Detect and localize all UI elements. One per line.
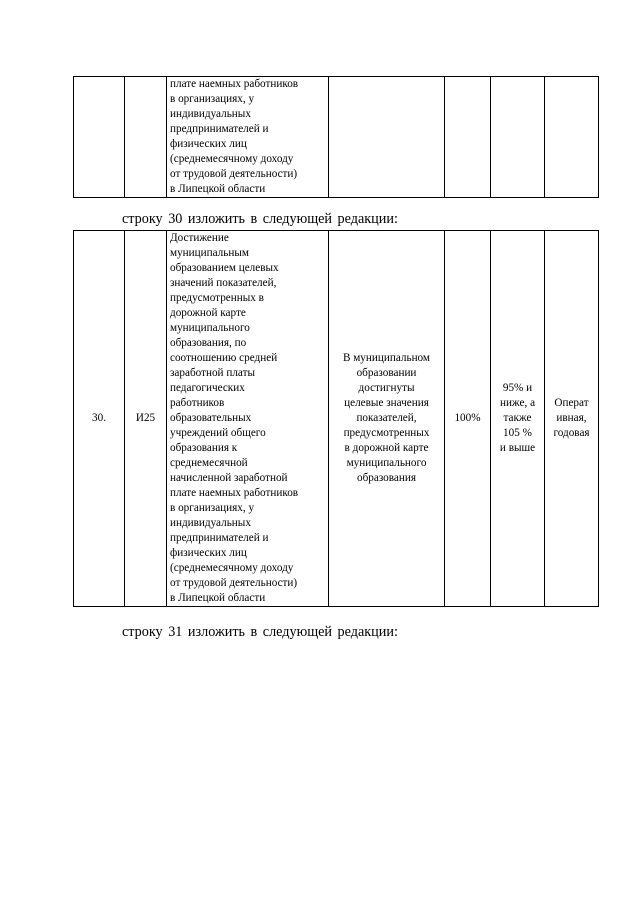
cell-value [445, 77, 491, 198]
periodicity-text: Операт ивная, годовая [553, 397, 590, 439]
cell-code: И25 [125, 231, 167, 607]
cell-indicator [167, 77, 329, 198]
indicator-text: Достижение муниципальным образованием целевых значений показателей, предусмотренных в дорожной карте муниципального образования, по соотношению средней заработной платы педагогических работников образовательных учреждений общего образования к среднемесячной начисленной заработной плате наемных работников в организациях, у индивидуальных предпринимателей и физических лиц (среднемесячному доходу от трудовой деятельности) в Липецкой области [170, 232, 299, 604]
table-top-fragment [73, 76, 599, 198]
paragraph-row-31: строку 31 изложить в следующей редакции: [122, 624, 398, 640]
table-row-30 [73, 230, 599, 607]
cell-criterion [329, 231, 445, 607]
cell-periodicity [545, 77, 599, 198]
paragraph-row-30: строку 30 изложить в следующей редакции: [122, 211, 398, 227]
table-row [74, 77, 599, 198]
cell-threshold [491, 231, 545, 607]
threshold-text: 95% и ниже, а также 105 % и выше [499, 382, 536, 454]
table-row [74, 231, 599, 607]
indicator-text: плате наемных работников в организациях, у индивидуальных предпринимателей и физических лиц (среднемесячному доходу от трудовой деятельности) в Липецкой области [170, 78, 299, 195]
cell-number [74, 77, 125, 198]
cell-threshold [491, 77, 545, 198]
cell-indicator [167, 231, 329, 607]
cell-periodicity [545, 231, 599, 607]
cell-value: 100% [445, 231, 491, 607]
criterion-text: В муниципальном образовании достигнуты целевые значения показателей, предусмотренных в дорожной карте муниципального образования [342, 352, 431, 484]
cell-number: 30. [74, 231, 125, 607]
cell-criterion [329, 77, 445, 198]
cell-code [125, 77, 167, 198]
